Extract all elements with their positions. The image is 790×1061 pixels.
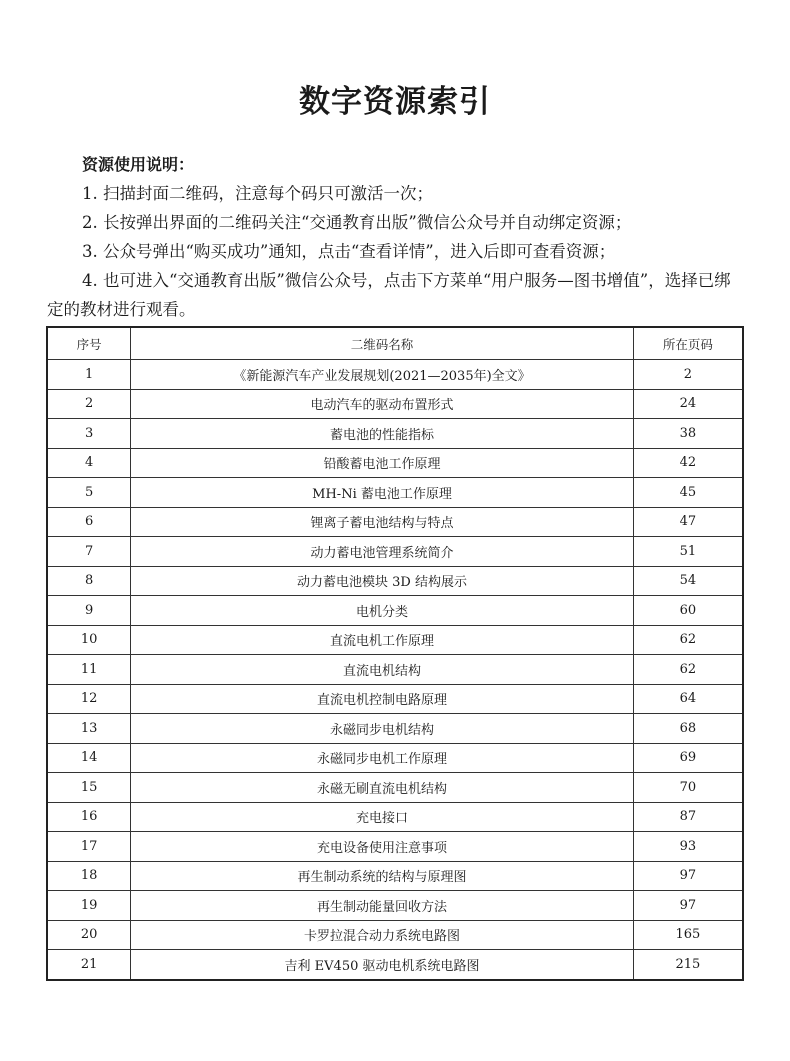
row-page-number: 54 — [633, 566, 743, 596]
row-qr-name: 直流电机工作原理 — [131, 625, 633, 655]
instructions-heading: 资源使用说明： — [82, 155, 195, 174]
row-qr-name: 永磁无刷直流电机结构 — [131, 773, 633, 803]
table-row — [47, 566, 743, 596]
instruction-step-3: 3. 公众号弹出“购买成功”通知，点击“查看详情”，进入后即可查看资源； — [82, 242, 616, 261]
table-row — [47, 478, 743, 508]
row-page-number: 87 — [633, 802, 743, 832]
table-row — [47, 861, 743, 891]
row-page-number: 62 — [633, 625, 743, 655]
row-qr-name: 锂离子蓄电池结构与特点 — [131, 507, 633, 537]
row-qr-name: 充电接口 — [131, 802, 633, 832]
row-page-number: 51 — [633, 537, 743, 567]
row-qr-name: 直流电机控制电路原理 — [131, 684, 633, 714]
row-index: 15 — [47, 773, 131, 803]
row-index: 13 — [47, 714, 131, 744]
row-qr-name: 电机分类 — [131, 596, 633, 626]
row-qr-name: 永磁同步电机结构 — [131, 714, 633, 744]
row-index: 19 — [47, 891, 131, 921]
row-page-number: 97 — [633, 891, 743, 921]
header-qr-name: 二维码名称 — [131, 327, 633, 360]
row-index: 1 — [47, 360, 131, 390]
instruction-step-4: 4. 也可进入“交通教育出版”微信公众号，点击下方菜单“用户服务—图书增值”，选择已绑定的教材进行观看。 — [47, 271, 731, 319]
resource-index-table — [46, 326, 744, 981]
row-page-number: 62 — [633, 655, 743, 685]
row-page-number: 60 — [633, 596, 743, 626]
row-page-number: 70 — [633, 773, 743, 803]
instruction-step-1: 1. 扫描封面二维码，注意每个码只可激活一次； — [82, 184, 433, 203]
row-index: 5 — [47, 478, 131, 508]
row-index: 7 — [47, 537, 131, 567]
row-qr-name: MH-Ni 蓄电池工作原理 — [131, 478, 633, 508]
row-index: 6 — [47, 507, 131, 537]
table-row — [47, 743, 743, 773]
row-index: 9 — [47, 596, 131, 626]
row-qr-name: 电动汽车的驱动布置形式 — [131, 389, 633, 419]
row-index: 4 — [47, 448, 131, 478]
table-row — [47, 684, 743, 714]
row-page-number: 24 — [633, 389, 743, 419]
row-page-number: 93 — [633, 832, 743, 862]
page-title: 数字资源索引 — [299, 84, 491, 120]
row-qr-name: 再生制动系统的结构与原理图 — [131, 861, 633, 891]
row-page-number: 2 — [633, 360, 743, 390]
resource-index-table-container — [46, 326, 744, 981]
row-page-number: 42 — [633, 448, 743, 478]
row-page-number: 215 — [633, 950, 743, 980]
table-row — [47, 419, 743, 449]
header-page: 所在页码 — [633, 327, 743, 360]
row-qr-name: 直流电机结构 — [131, 655, 633, 685]
row-page-number: 165 — [633, 920, 743, 950]
row-index: 12 — [47, 684, 131, 714]
table-row — [47, 773, 743, 803]
row-qr-name: 动力蓄电池模块 3D 结构展示 — [131, 566, 633, 596]
row-qr-name: 《新能源汽车产业发展规划(2021—2035年)全文》 — [131, 360, 633, 390]
table-row — [47, 950, 743, 980]
table-header-row — [47, 327, 743, 360]
row-qr-name: 铅酸蓄电池工作原理 — [131, 448, 633, 478]
row-qr-name: 卡罗拉混合动力系统电路图 — [131, 920, 633, 950]
table-row — [47, 389, 743, 419]
row-index: 11 — [47, 655, 131, 685]
row-qr-name: 蓄电池的性能指标 — [131, 419, 633, 449]
row-index: 20 — [47, 920, 131, 950]
row-index: 2 — [47, 389, 131, 419]
table-row — [47, 360, 743, 390]
row-qr-name: 再生制动能量回收方法 — [131, 891, 633, 921]
table-row — [47, 891, 743, 921]
row-index: 16 — [47, 802, 131, 832]
table-row — [47, 596, 743, 626]
row-index: 21 — [47, 950, 131, 980]
usage-instructions — [47, 150, 747, 324]
table-row — [47, 802, 743, 832]
row-page-number: 69 — [633, 743, 743, 773]
table-row — [47, 714, 743, 744]
instruction-step-2: 2. 长按弹出界面的二维码关注“交通教育出版”微信公众号并自动绑定资源； — [82, 213, 632, 232]
table-row — [47, 507, 743, 537]
table-row — [47, 920, 743, 950]
table-row — [47, 655, 743, 685]
row-index: 3 — [47, 419, 131, 449]
header-index: 序号 — [47, 327, 131, 360]
row-index: 10 — [47, 625, 131, 655]
table-row — [47, 832, 743, 862]
table-row — [47, 625, 743, 655]
row-page-number: 97 — [633, 861, 743, 891]
row-page-number: 47 — [633, 507, 743, 537]
row-qr-name: 吉利 EV450 驱动电机系统电路图 — [131, 950, 633, 980]
row-qr-name: 动力蓄电池管理系统简介 — [131, 537, 633, 567]
table-row — [47, 448, 743, 478]
row-index: 18 — [47, 861, 131, 891]
row-page-number: 68 — [633, 714, 743, 744]
row-page-number: 45 — [633, 478, 743, 508]
table-body — [47, 360, 743, 980]
row-index: 14 — [47, 743, 131, 773]
row-index: 8 — [47, 566, 131, 596]
table-row — [47, 537, 743, 567]
row-page-number: 64 — [633, 684, 743, 714]
row-index: 17 — [47, 832, 131, 862]
row-qr-name: 永磁同步电机工作原理 — [131, 743, 633, 773]
row-qr-name: 充电设备使用注意事项 — [131, 832, 633, 862]
row-page-number: 38 — [633, 419, 743, 449]
